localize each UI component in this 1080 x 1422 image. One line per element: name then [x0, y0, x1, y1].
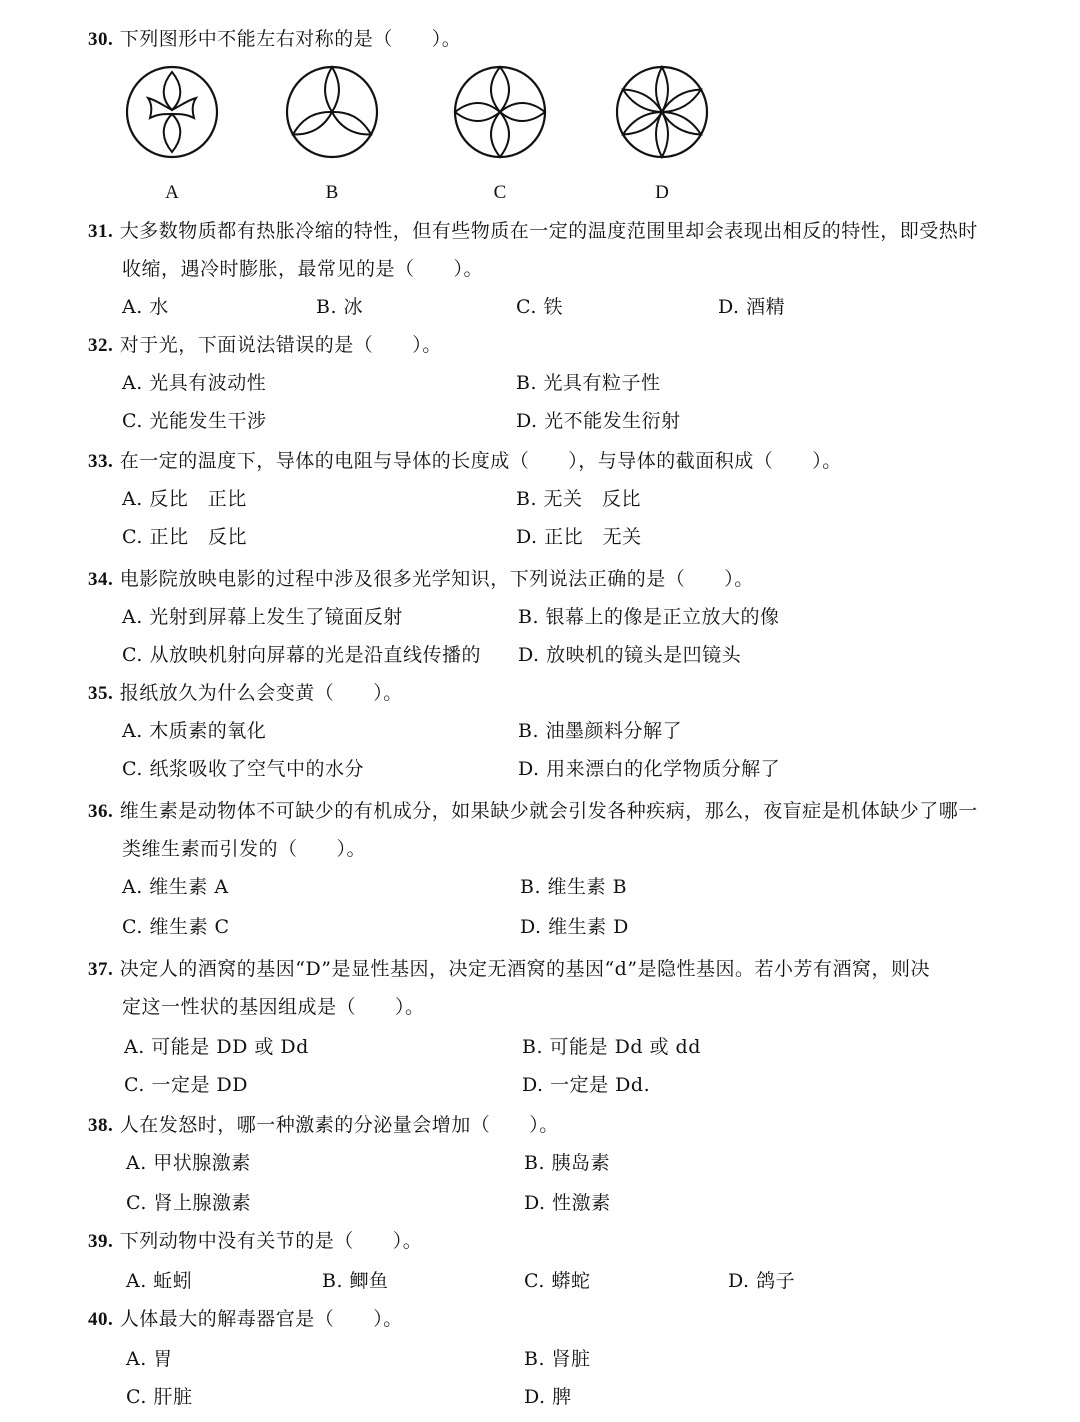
option-c[interactable]: C. 从放映机射向屏幕的光是沿直线传播的	[122, 644, 481, 666]
symmetry-figures	[120, 62, 720, 210]
option-d[interactable]: D. 放映机的镜头是凹镜头	[518, 644, 742, 666]
option-a[interactable]: A. 光具有波动性	[122, 372, 267, 394]
option-d[interactable]: D. 酒精	[718, 296, 786, 318]
figure-c[interactable]	[450, 62, 550, 210]
question-39	[88, 1228, 422, 1255]
option-c[interactable]: C. 光能发生干涉	[122, 410, 267, 432]
question-text: 报纸放久为什么会变黄（ ）。	[119, 682, 403, 704]
question-number: 40.	[88, 1309, 114, 1330]
option-a[interactable]: A. 光射到屏幕上发生了镜面反射	[122, 606, 403, 628]
figure-a[interactable]	[122, 62, 222, 210]
option-b[interactable]: B. 油墨颜料分解了	[518, 720, 683, 742]
option-c[interactable]: C. 肝脏	[126, 1386, 193, 1408]
option-b[interactable]: B. 无关 反比	[516, 488, 642, 510]
question-number: 30.	[88, 29, 114, 50]
question-text: 决定人的酒窝的基因“D”是显性基因，决定无酒窝的基因“d”是隐性基因。若小芳有酒窝，则决	[119, 958, 931, 980]
question-36-line-2: 类维生素而引发的（ ）。	[122, 838, 367, 860]
circle-three-petals-icon	[282, 62, 382, 162]
question-number: 31.	[88, 221, 114, 242]
option-a[interactable]: A. 甲状腺激素	[126, 1152, 251, 1174]
option-c[interactable]: C. 一定是 DD	[124, 1074, 248, 1096]
figure-b[interactable]	[282, 62, 382, 210]
option-a[interactable]: A. 维生素 A	[122, 876, 229, 898]
question-number: 36.	[88, 801, 114, 822]
option-b[interactable]: B. 胰岛素	[524, 1152, 611, 1174]
option-a[interactable]: A. 可能是 DD 或 Dd	[124, 1036, 309, 1058]
question-37	[88, 956, 930, 983]
circle-four-petals-icon	[450, 62, 550, 162]
question-38	[88, 1112, 559, 1139]
question-36	[88, 798, 978, 825]
question-number: 33.	[88, 451, 114, 472]
option-d[interactable]: D. 一定是 Dd.	[522, 1074, 651, 1096]
figure-d[interactable]	[612, 62, 712, 210]
question-text: 电影院放映电影的过程中涉及很多光学知识，下列说法正确的是（ ）。	[119, 568, 754, 590]
option-a[interactable]: A. 木质素的氧化	[122, 720, 267, 742]
question-32	[88, 332, 442, 359]
option-a[interactable]: A. 水	[122, 296, 169, 318]
question-number: 34.	[88, 569, 114, 590]
option-b[interactable]: B. 冰	[316, 296, 364, 318]
option-c[interactable]: C. 肾上腺激素	[126, 1192, 251, 1214]
question-number: 35.	[88, 683, 114, 704]
figure-label: D	[655, 182, 669, 203]
question-33	[88, 448, 842, 475]
question-37-line-2: 定这一性状的基因组成是（ ）。	[122, 996, 425, 1018]
circle-two-petals-with-arrow-shapes-icon	[122, 62, 222, 162]
option-a[interactable]: A. 胃	[126, 1348, 173, 1370]
question-number: 32.	[88, 335, 114, 356]
question-35	[88, 680, 403, 707]
option-d[interactable]: D. 正比 无关	[516, 526, 642, 548]
option-b[interactable]: B. 光具有粒子性	[516, 372, 661, 394]
option-d[interactable]: D. 性激素	[524, 1192, 611, 1214]
option-c[interactable]: C. 维生素 C	[122, 916, 230, 938]
question-31	[88, 218, 978, 245]
question-number: 38.	[88, 1115, 114, 1136]
question-number: 39.	[88, 1231, 114, 1252]
option-b[interactable]: B. 可能是 Dd 或 dd	[522, 1036, 701, 1058]
option-c[interactable]: C. 铁	[516, 296, 563, 318]
question-text: 对于光，下面说法错误的是（ ）。	[119, 334, 442, 356]
question-31-line-2: 收缩，遇冷时膨胀，最常见的是（ ）。	[122, 258, 484, 280]
figure-label: C	[493, 182, 507, 203]
figure-label: A	[165, 182, 179, 203]
option-c[interactable]: C. 纸浆吸收了空气中的水分	[122, 758, 364, 780]
option-a[interactable]: A. 蚯蚓	[126, 1270, 193, 1292]
option-c[interactable]: C. 正比 反比	[122, 526, 247, 548]
option-b[interactable]: B. 维生素 B	[520, 876, 628, 898]
question-text: 下列动物中没有关节的是（ ）。	[119, 1230, 423, 1252]
option-d[interactable]: D. 光不能发生衍射	[516, 410, 681, 432]
question-40	[88, 1306, 403, 1333]
circle-six-petals-icon	[612, 62, 712, 162]
question-text: 在一定的温度下，导体的电阻与导体的长度成（ ），与导体的截面积成（ ）。	[119, 450, 842, 472]
question-text: 大多数物质都有热胀冷缩的特性，但有些物质在一定的温度范围里却会表现出相反的特性，即受热时	[119, 220, 978, 242]
option-a[interactable]: A. 反比 正比	[122, 488, 247, 510]
question-text: 人在发怒时，哪一种激素的分泌量会增加（ ）。	[119, 1114, 559, 1136]
question-34	[88, 566, 754, 593]
option-b[interactable]: B. 肾脏	[524, 1348, 591, 1370]
option-d[interactable]: D. 脾	[524, 1386, 572, 1408]
option-b[interactable]: B. 鲫鱼	[322, 1270, 389, 1292]
question-text: 维生素是动物体不可缺少的有机成分，如果缺少就会引发各种疾病，那么，夜盲症是机体缺少了哪一	[119, 800, 978, 822]
option-b[interactable]: B. 银幕上的像是正立放大的像	[518, 606, 780, 628]
question-30	[88, 26, 461, 53]
option-d[interactable]: D. 维生素 D	[520, 916, 629, 938]
option-d[interactable]: D. 鸽子	[728, 1270, 796, 1292]
question-text: 下列图形中不能左右对称的是（ ）。	[119, 28, 462, 50]
option-d[interactable]: D. 用来漂白的化学物质分解了	[518, 758, 781, 780]
figure-label: B	[325, 182, 339, 203]
question-text: 人体最大的解毒器官是（ ）。	[119, 1308, 403, 1330]
option-c[interactable]: C. 蟒蛇	[524, 1270, 591, 1292]
question-number: 37.	[88, 959, 114, 980]
